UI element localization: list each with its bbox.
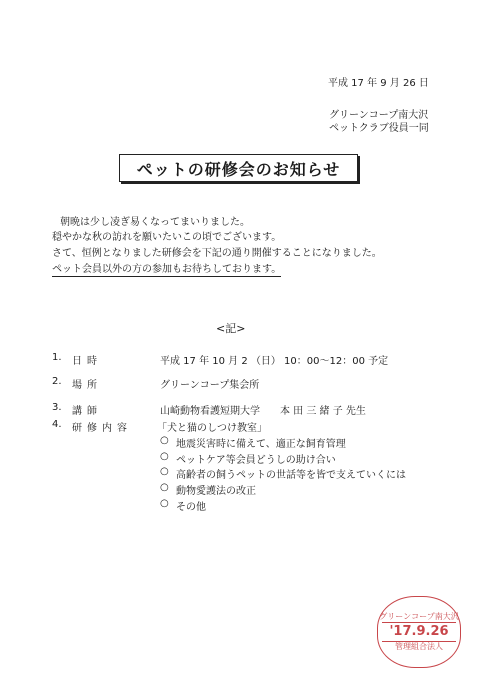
announcement-line: さて、恒例となりました研修会を下記の通り開催することになりました。: [52, 248, 382, 259]
item-value: グリーンコープ集会所: [160, 380, 260, 391]
stamp-association: 管理組合法人: [395, 642, 443, 651]
sub-item-bullet: ○: [160, 482, 169, 493]
greeting-line-1: 朝晩は少し凌ぎ易くなってまいりました。: [60, 217, 250, 228]
sub-item-bullet: ○: [160, 435, 169, 446]
sub-item-text: 地震災害時に備えて、適正な飼育管理: [176, 439, 346, 450]
item-number: 4.: [52, 419, 62, 430]
document-date: 平成 17 年 9 月 26 日: [328, 78, 429, 89]
item-label: 日時: [72, 356, 102, 367]
sub-item-text: 動物愛護法の改正: [176, 486, 256, 497]
sub-item-text: その他: [176, 502, 206, 513]
item-value: 山崎動物看護短期大学 本 田 三 緒 子 先生: [160, 406, 366, 417]
stamp-date: '17.9.26: [382, 622, 456, 642]
invitation-line: ペット会員以外の方の参加もお待ちしております。: [52, 260, 281, 277]
received-stamp: [377, 596, 461, 668]
item-value: 「犬と猫のしつけ教室」: [157, 423, 267, 434]
item-number: 3.: [52, 402, 62, 413]
ki-heading: <記>: [216, 322, 246, 335]
item-number: 1.: [52, 352, 62, 363]
item-value: 平成 17 年 10 月 2 （日） 10：00～12：00 予定: [160, 356, 389, 367]
greeting-line-2: 穏やかな秋の訪れを願いたいこの頃でございます。: [52, 232, 282, 243]
sender-org: グリーンコープ南大沢: [329, 110, 429, 121]
sub-item-bullet: ○: [160, 466, 169, 477]
document-title: ペットの研修会のお知らせ: [136, 159, 341, 179]
sub-item-bullet: ○: [160, 498, 169, 509]
stamp-org: グリーンコープ南大沢: [379, 612, 459, 621]
sub-item-text: ペットケア等会員どうしの助け合い: [176, 455, 336, 466]
item-label: 講師: [72, 406, 102, 417]
item-label: 研修内容: [72, 423, 132, 434]
sub-item-text: 高齢者の飼うペットの世話等を皆で支えていくには: [176, 470, 406, 481]
item-label: 場所: [72, 380, 102, 391]
sub-item-bullet: ○: [160, 451, 169, 462]
item-number: 2.: [52, 376, 62, 387]
sender-group: ペットクラブ役員一同: [329, 123, 429, 134]
title-box: [119, 154, 358, 182]
